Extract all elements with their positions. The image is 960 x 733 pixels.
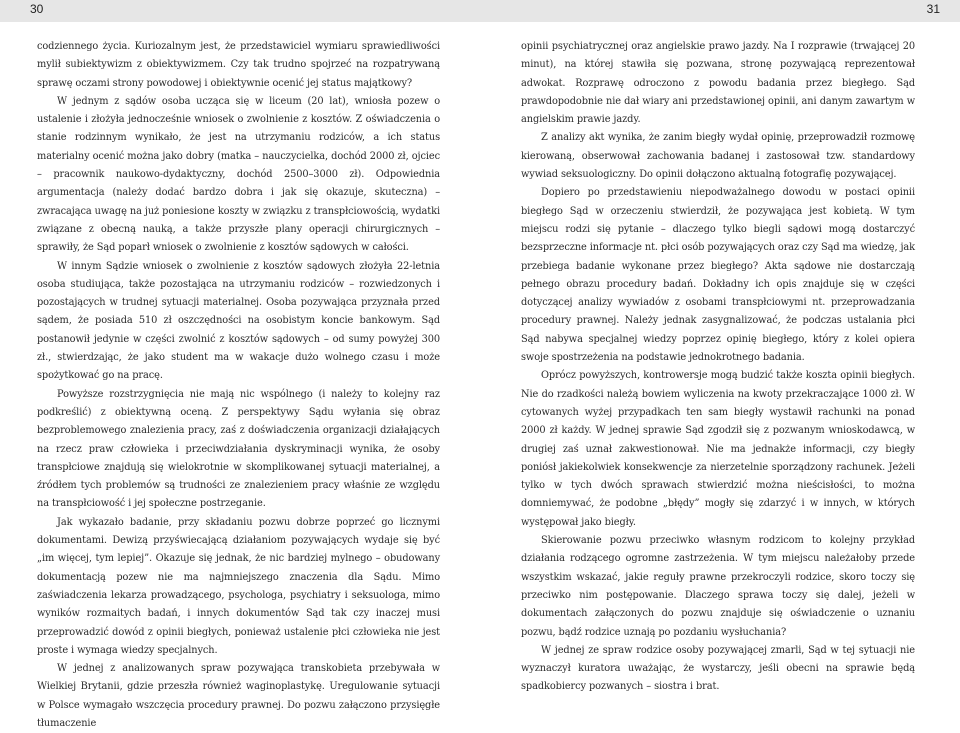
paragraph: opinii psychiatrycznej oraz angielskie prawo jazdy. Na I rozprawie (trwającej 20 minut), na której stawiła się pozwana, stronę pozywającą reprezentował adwokat. Rozprawę odroczono z powodu badania przez biegłego. Sąd prawdopodobnie nie dał wiary ani przedstawionej opinii, ani danym zawartym w angielskim prawie jazdy. [521,41,915,126]
right-column [521,38,915,697]
paragraph: Dopiero po przedstawieniu niepodważalnego dowodu w postaci opinii biegłego Sąd w orzeczeniu stwierdził, że pozywająca jest kobietą. W tym miejscu rodzi się pytanie – dlaczego tylko biegli sądowi mogą dostarczyć bezsprzeczne informacje nt. płci osób pozywających oraz czy Sąd ma wiedzę, jak przebiega badanie wykonane przez biegłego? Akta sądowe nie dostarczają pełnego obrazu procedury badań. Dokładny ich opis znajduje się w części dotyczącej analizy wywiadów z osobami transpłciowymi nt. przeprowadzania procedury prawnej. Należy jednak zasygnalizować, że podczas ustalania płci Sąd nabywa specjalnej wiedzy poprzez opinię biegłego, który z kolei opiera swoje spostrzeżenia na podstawie jednokrotnego badania. [521,187,915,364]
left-column [37,38,440,733]
page-number-left: 30 [30,2,44,16]
paragraph: Skierowanie pozwu przeciwko własnym rodzicom to kolejny przykład działania rodzącego ogromne zastrzeżenia. W tym miejscu należałoby przede wszystkim wskazać, jakie reguły prawne przekroczyli rodzice, skoro toczy się przeciwko nim postępowanie. Dlaczego sprawa toczy się dalej, jeżeli w dokumentach załączonych do pozwu znajduje się oświadczenie o uznaniu pozwu, bądź rodzice uznają po pozdaniu wysłuchania? [521,535,915,638]
page-header-bar [0,0,960,22]
paragraph: Oprócz powyższych, kontrowersje mogą budzić także koszta opinii biegłych. Nie do rzadkości należą bowiem wyliczenia na kwoty przekraczające 1000 zł. W cytowanych wyżej przypadkach ten sam biegły wystawił rachunki na ponad 2000 zł każdy. W jednej sprawie Sąd zgodził się z pozwanym wnioskodawcą, w drugiej zaś uznał zakwestionował. Nie ma jednakże informacji, czy biegły poniósł jakiekolwiek konsekwencje za nierzetelnie sporządzony rachunek. Jeżeli tylko w tych dwóch sprawach stwierdzić można nieścisłości, to można domniemywać, że podobne „błędy” mogły się zdarzyć i w innych, w których występował jako biegły. [521,370,915,528]
paragraph: Jak wykazało badanie, przy składaniu pozwu dobrze poprzeć go licznymi dokumentami. Dewizą przyświecającą działaniom pozywających wydaje się być „im więcej, tym lepiej”. Okazuje się jednak, że nic bardziej mylnego – obudowany dokumentacją pozew nie ma najmniejszego znaczenia dla Sądu. Mimo zaświadczenia lekarza prowadzącego, psychologa, psychiatry i seksuologa, mimo wyników rozmaitych badań, i innych dokumentów Sąd tak czy inaczej musi przeprowadzić dowód z opinii biegłych, ponieważ ustalenie płci człowieka nie jest proste i wymaga wiedzy specjalnych. [37,516,440,656]
paragraph: W jednej z analizowanych spraw pozywająca transkobieta przebywała w Wielkiej Brytanii, gdzie przeszła również waginoplastykę. Uregulowanie sytuacji w Polsce wymagało wszczęcia procedury prawnej. Do pozwu załączono przysięgłe tłumaczenie [37,663,440,729]
paragraph: W jednej ze spraw rodzice osoby pozywającej zmarli, Sąd w tej sytuacji nie wyznaczył kuratora uważając, że wystarczy, jeśli obecni na sprawie będą spadkobiercy pozwanych – siostra i brat. [521,644,915,693]
paragraph: codziennego życia. Kuriozalnym jest, że przedstawiciel wymiaru sprawiedliwości mylił subiektywizm z obiektywizmem. Czy tak trudno spojrzeć na rozpatrywaną sprawę oczami strony powodowej i obiektywnie ocenić jej status majątkowy? [37,41,440,89]
paragraph: W innym Sądzie wniosek o zwolnienie z kosztów sądowych złożyła 22-letnia osoba studiująca, także pozostająca na utrzymaniu rodziców – rozwiedzonych i pozostających w trudnej sytuacji materialnej. Osoba pozywająca przyznała przed sądem, że posiada 510 zł oszczędności na osobistym koncie bankowym. Sąd postanowił jedynie w części zwolnić z kosztów sądowych – od sumy powyżej 300 zł., stwierdzając, że jako student ma w wakacje dużo wolnego czasu i może spożytkować go na pracę. [37,260,440,382]
paragraph: Z analizy akt wynika, że zanim biegły wydał opinię, przeprowadził rozmowę kierowaną, obserwował zachowania badanej i zastosował tzw. standardowy wywiad seksuologiczny. Do opinii dołączono aktualną fotografię pozywającej. [521,132,915,181]
page-number-right: 31 [926,2,940,16]
paragraph: W jednym z sądów osoba ucząca się w liceum (20 lat), wniosła pozew o ustalenie i złożyła jednocześnie wniosek o zwolnienie z kosztów. Z oświadczenia o stanie rodzinnym wynikało, że jest na utrzymaniu rodziców, a ich status materialny ocenić można jako dobry (matka – nauczycielka, dochód 2000 zł, ojciec – pracownik naukowo-dydaktyczny, dochód 2500–3000 zł). Odpowiednia argumentacja (należy dodać bardzo dobra i jak się okazuje, skuteczna) – zwracająca uwagę na już poniesione koszty w związku z transpłciowością, wydatki związane z obecną nauką, a także przyszłe plany operacji chirurgicznych – sprawiły, że Sąd poparł wniosek o zwolnienie z kosztów sądowych w całości. [37,95,440,254]
paragraph: Powyższe rozstrzygnięcia nie mają nic wspólnego (i należy to kolejny raz podkreślić) z obiektywną oceną. Z perspektywy Sądu wyłania się obraz bezproblemowego znalezienia pracy, zaś z doświadczenia organizacji działających na rzecz praw człowieka i przeciwdziałania dyskryminacji wynika, że osoby transpłciowe znajdują się wielokrotnie w skomplikowanej sytuacji materialnej, a źródłem tych problemów są trudności ze znalezieniem pracy właśnie ze względu na transpłciowość i jej społeczne postrzeganie. [37,388,440,510]
